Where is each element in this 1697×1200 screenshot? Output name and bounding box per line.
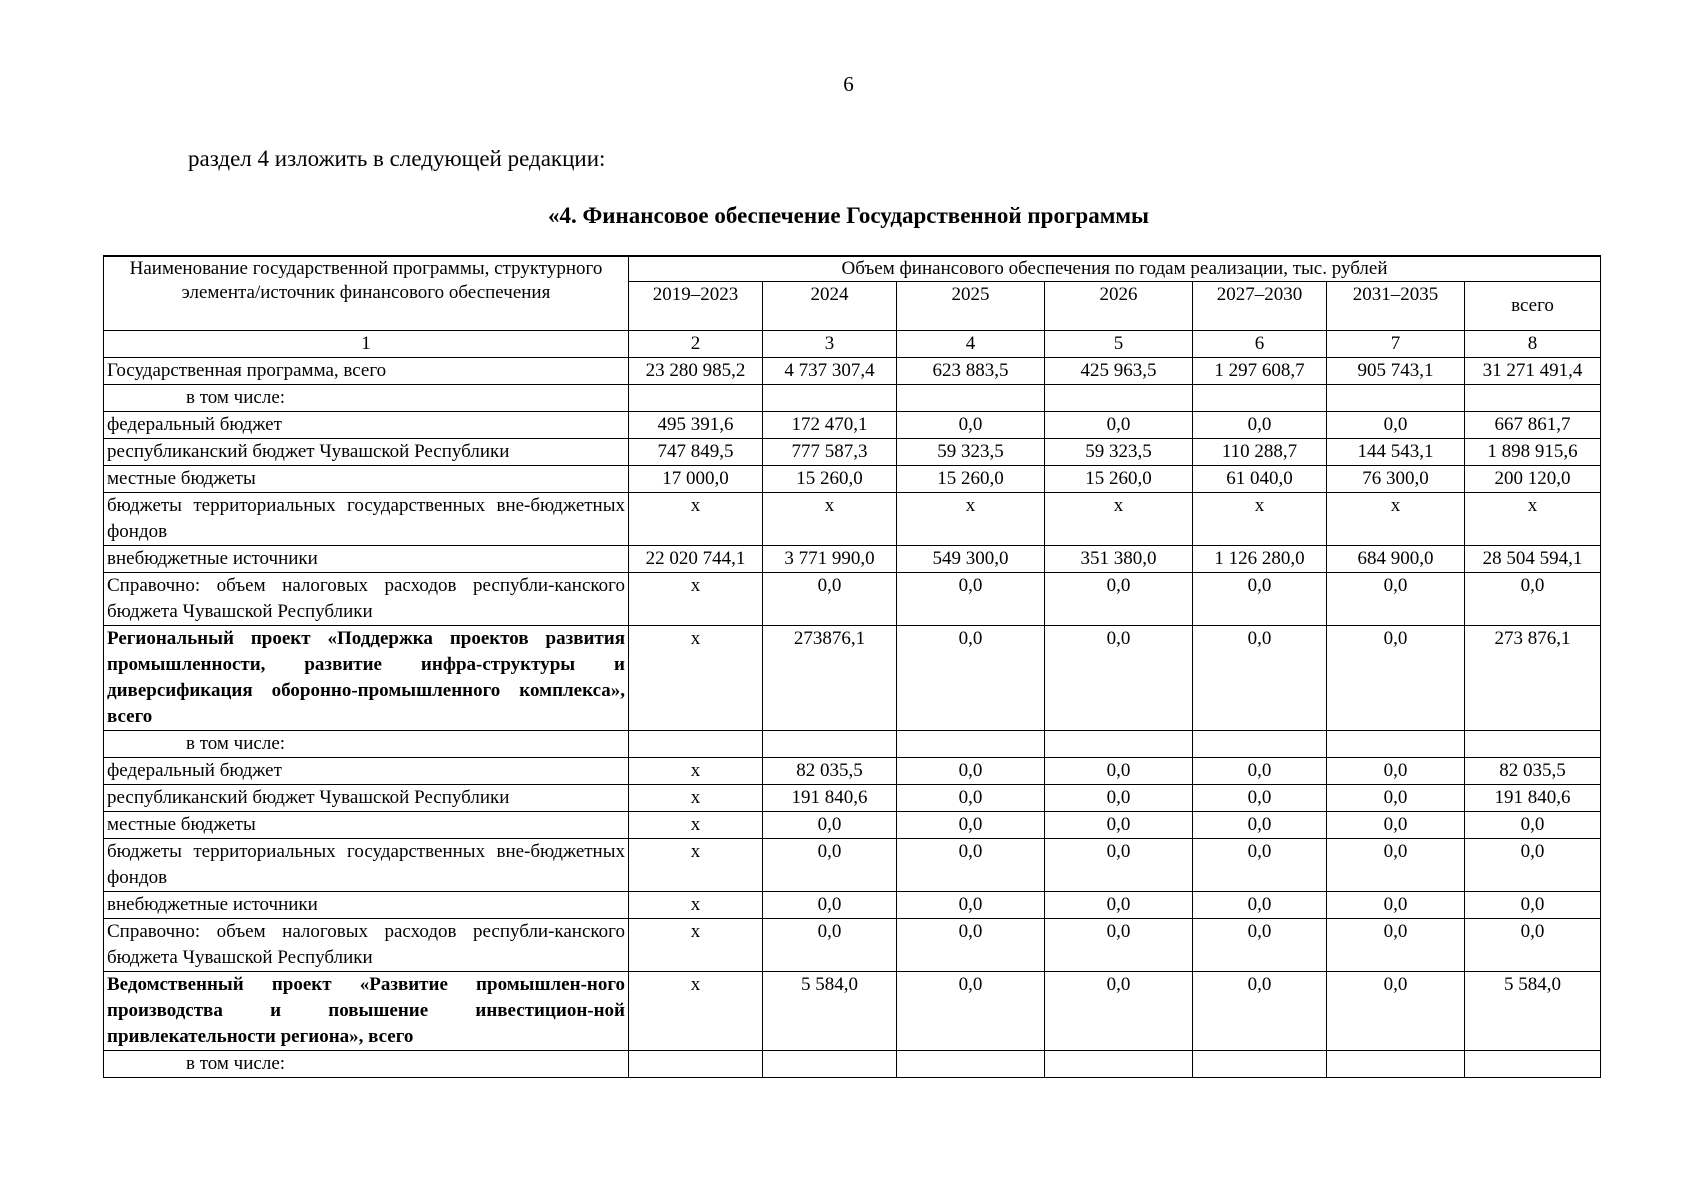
row-value-cell: 61 040,0 <box>1193 466 1327 493</box>
table-row <box>104 412 1601 439</box>
intro-text: раздел 4 изложить в следующей редакции: <box>188 146 606 171</box>
row-value-cell: 0,0 <box>1327 412 1465 439</box>
row-value-cell: 0,0 <box>763 839 897 892</box>
row-value-cell: 0,0 <box>1045 839 1193 892</box>
row-value-cell: 273876,1 <box>763 626 897 731</box>
page-number: 6 <box>843 72 854 96</box>
row-value-cell: 59 323,5 <box>1045 439 1193 466</box>
row-value-cell: 0,0 <box>1465 839 1601 892</box>
column-number: 8 <box>1465 331 1601 358</box>
row-value-cell: 23 280 985,2 <box>629 358 763 385</box>
row-value-cell: 351 380,0 <box>1045 546 1193 573</box>
row-value-cell <box>763 385 897 412</box>
row-value-cell <box>1465 1051 1601 1078</box>
row-value-cell: 0,0 <box>1327 839 1465 892</box>
row-value-cell: 200 120,0 <box>1465 466 1601 493</box>
column-number: 2 <box>629 331 763 358</box>
row-value-cell <box>897 731 1045 758</box>
row-value-cell: 0,0 <box>763 573 897 626</box>
row-value-cell: 0,0 <box>1465 812 1601 839</box>
row-value-cell: х <box>763 493 897 546</box>
row-name-cell: в том числе: <box>104 1051 629 1078</box>
row-value-cell: 82 035,5 <box>763 758 897 785</box>
row-value-cell <box>629 385 763 412</box>
column-number: 1 <box>104 331 629 358</box>
column-number-row <box>104 331 1601 358</box>
table-row <box>104 358 1601 385</box>
row-value-cell: 0,0 <box>1045 892 1193 919</box>
row-value-cell <box>897 385 1045 412</box>
row-value-cell: 110 288,7 <box>1193 439 1327 466</box>
row-value-cell: 0,0 <box>897 626 1045 731</box>
table-row <box>104 466 1601 493</box>
row-value-cell: 0,0 <box>1045 412 1193 439</box>
row-name-cell: бюджеты территориальных государственных вне-бюджетных фондов <box>104 839 629 892</box>
row-name-cell: местные бюджеты <box>104 812 629 839</box>
row-value-cell: 0,0 <box>763 812 897 839</box>
row-value-cell: 623 883,5 <box>897 358 1045 385</box>
row-value-cell <box>1045 1051 1193 1078</box>
row-value-cell: 0,0 <box>763 892 897 919</box>
table-row <box>104 626 1601 731</box>
row-name-cell: внебюджетные источники <box>104 546 629 573</box>
row-value-cell: 4 737 307,4 <box>763 358 897 385</box>
row-value-cell: 0,0 <box>1045 972 1193 1051</box>
row-value-cell <box>897 1051 1045 1078</box>
row-value-cell: 425 963,5 <box>1045 358 1193 385</box>
row-value-cell: 15 260,0 <box>763 466 897 493</box>
row-value-cell <box>1465 385 1601 412</box>
row-value-cell: 17 000,0 <box>629 466 763 493</box>
row-value-cell: 0,0 <box>897 892 1045 919</box>
row-name-cell: федеральный бюджет <box>104 412 629 439</box>
row-value-cell: 0,0 <box>1327 919 1465 972</box>
row-value-cell: 191 840,6 <box>1465 785 1601 812</box>
row-value-cell: 0,0 <box>1193 758 1327 785</box>
table-row <box>104 972 1601 1051</box>
row-value-cell: 0,0 <box>1465 892 1601 919</box>
row-value-cell: 5 584,0 <box>1465 972 1601 1051</box>
row-name-cell: республиканский бюджет Чувашской Республики <box>104 785 629 812</box>
financing-table <box>103 255 1601 1078</box>
row-value-cell: 0,0 <box>1465 919 1601 972</box>
row-value-cell: 0,0 <box>1327 892 1465 919</box>
row-value-cell: 0,0 <box>1045 758 1193 785</box>
column-number: 6 <box>1193 331 1327 358</box>
row-value-cell: 667 861,7 <box>1465 412 1601 439</box>
column-number: 4 <box>897 331 1045 358</box>
row-value-cell: 0,0 <box>1193 412 1327 439</box>
row-value-cell: 28 504 594,1 <box>1465 546 1601 573</box>
row-name-cell: Справочно: объем налоговых расходов республи-канского бюджета Чувашской Республики <box>104 919 629 972</box>
row-value-cell <box>1327 385 1465 412</box>
row-value-cell <box>629 1051 763 1078</box>
year-header: всего <box>1465 282 1601 331</box>
row-value-cell: 0,0 <box>1193 919 1327 972</box>
table-row <box>104 385 1601 412</box>
row-value-cell: 0,0 <box>1045 919 1193 972</box>
row-value-cell: 0,0 <box>1193 892 1327 919</box>
row-value-cell: 59 323,5 <box>897 439 1045 466</box>
row-value-cell <box>1045 731 1193 758</box>
row-value-cell: 5 584,0 <box>763 972 897 1051</box>
row-value-cell: х <box>629 812 763 839</box>
row-value-cell: 1 126 280,0 <box>1193 546 1327 573</box>
row-value-cell: 15 260,0 <box>897 466 1045 493</box>
row-value-cell: 76 300,0 <box>1327 466 1465 493</box>
row-value-cell <box>1193 731 1327 758</box>
row-value-cell: 3 771 990,0 <box>763 546 897 573</box>
row-value-cell: х <box>629 839 763 892</box>
row-name-cell: внебюджетные источники <box>104 892 629 919</box>
row-value-cell <box>1465 731 1601 758</box>
year-header: 2025 <box>897 282 1045 331</box>
row-value-cell: 0,0 <box>897 839 1045 892</box>
row-value-cell: 747 849,5 <box>629 439 763 466</box>
year-header: 2027–2030 <box>1193 282 1327 331</box>
row-value-cell: х <box>629 493 763 546</box>
row-value-cell: х <box>1465 493 1601 546</box>
table-row <box>104 439 1601 466</box>
header-volume-cell: Объем финансового обеспечения по годам реализации, тыс. рублей <box>629 256 1601 282</box>
row-value-cell: х <box>629 892 763 919</box>
row-name-cell: Ведомственный проект «Развитие промышлен-ного производства и повышение инвестицион-ной привлекательности региона», всего <box>104 972 629 1051</box>
row-value-cell: 191 840,6 <box>763 785 897 812</box>
year-header: 2031–2035 <box>1327 282 1465 331</box>
row-value-cell: х <box>629 972 763 1051</box>
row-value-cell: 0,0 <box>1193 785 1327 812</box>
row-value-cell: х <box>897 493 1045 546</box>
row-value-cell: 1 898 915,6 <box>1465 439 1601 466</box>
row-value-cell: 0,0 <box>897 785 1045 812</box>
row-value-cell: 0,0 <box>1327 626 1465 731</box>
row-value-cell: х <box>629 573 763 626</box>
column-number: 3 <box>763 331 897 358</box>
row-value-cell: 0,0 <box>897 758 1045 785</box>
row-value-cell: 0,0 <box>1193 626 1327 731</box>
row-value-cell <box>1045 385 1193 412</box>
year-header: 2024 <box>763 282 897 331</box>
row-value-cell: 777 587,3 <box>763 439 897 466</box>
row-value-cell: 144 543,1 <box>1327 439 1465 466</box>
row-value-cell: 0,0 <box>1045 785 1193 812</box>
row-value-cell: 0,0 <box>1193 839 1327 892</box>
row-value-cell: 0,0 <box>1193 972 1327 1051</box>
row-value-cell: 31 271 491,4 <box>1465 358 1601 385</box>
header-row-1 <box>104 256 1601 282</box>
row-value-cell: 0,0 <box>1193 812 1327 839</box>
row-value-cell: х <box>629 785 763 812</box>
row-value-cell: 0,0 <box>1327 758 1465 785</box>
row-value-cell: х <box>629 919 763 972</box>
row-value-cell: 0,0 <box>763 919 897 972</box>
row-value-cell: 0,0 <box>1045 626 1193 731</box>
year-header: 2019–2023 <box>629 282 763 331</box>
table-row <box>104 785 1601 812</box>
row-value-cell: 172 470,1 <box>763 412 897 439</box>
row-value-cell: 273 876,1 <box>1465 626 1601 731</box>
row-value-cell <box>763 731 897 758</box>
row-name-cell: в том числе: <box>104 731 629 758</box>
table-row <box>104 493 1601 546</box>
row-name-cell: местные бюджеты <box>104 466 629 493</box>
row-value-cell: х <box>629 758 763 785</box>
table-row <box>104 731 1601 758</box>
row-value-cell: 0,0 <box>897 972 1045 1051</box>
row-name-cell: республиканский бюджет Чувашской Республики <box>104 439 629 466</box>
row-value-cell: х <box>1193 493 1327 546</box>
year-header: 2026 <box>1045 282 1193 331</box>
row-name-cell: бюджеты территориальных государственных вне-бюджетных фондов <box>104 493 629 546</box>
header-name-cell: Наименование государственной программы, структурного элемента/источник финансового обеспечения <box>104 256 629 331</box>
row-value-cell: 22 020 744,1 <box>629 546 763 573</box>
row-value-cell: х <box>629 626 763 731</box>
row-value-cell: 0,0 <box>897 812 1045 839</box>
row-value-cell: 0,0 <box>1045 812 1193 839</box>
table-row <box>104 892 1601 919</box>
row-value-cell <box>1193 385 1327 412</box>
row-name-cell: Государственная программа, всего <box>104 358 629 385</box>
table-row <box>104 812 1601 839</box>
row-value-cell: 0,0 <box>897 412 1045 439</box>
row-name-cell: в том числе: <box>104 385 629 412</box>
column-number: 7 <box>1327 331 1465 358</box>
row-value-cell: 0,0 <box>1327 785 1465 812</box>
row-value-cell: 0,0 <box>897 573 1045 626</box>
row-value-cell: х <box>1327 493 1465 546</box>
row-value-cell: 82 035,5 <box>1465 758 1601 785</box>
row-value-cell: 15 260,0 <box>1045 466 1193 493</box>
table-row <box>104 758 1601 785</box>
row-value-cell: 905 743,1 <box>1327 358 1465 385</box>
column-number: 5 <box>1045 331 1193 358</box>
row-name-cell: Справочно: объем налоговых расходов республи-канского бюджета Чувашской Республики <box>104 573 629 626</box>
row-value-cell: 0,0 <box>1327 812 1465 839</box>
row-value-cell: х <box>1045 493 1193 546</box>
row-value-cell <box>1193 1051 1327 1078</box>
row-value-cell: 549 300,0 <box>897 546 1045 573</box>
row-value-cell: 1 297 608,7 <box>1193 358 1327 385</box>
row-value-cell <box>1327 731 1465 758</box>
table-row <box>104 1051 1601 1078</box>
table-row <box>104 546 1601 573</box>
row-value-cell: 0,0 <box>1327 972 1465 1051</box>
row-name-cell: федеральный бюджет <box>104 758 629 785</box>
row-value-cell <box>763 1051 897 1078</box>
row-value-cell: 495 391,6 <box>629 412 763 439</box>
table-row <box>104 839 1601 892</box>
table-row <box>104 919 1601 972</box>
row-value-cell: 0,0 <box>1045 573 1193 626</box>
row-value-cell <box>629 731 763 758</box>
row-value-cell: 0,0 <box>1327 573 1465 626</box>
table-row <box>104 573 1601 626</box>
row-value-cell: 684 900,0 <box>1327 546 1465 573</box>
row-value-cell: 0,0 <box>1465 573 1601 626</box>
row-value-cell <box>1327 1051 1465 1078</box>
row-name-cell: Региональный проект «Поддержка проектов развития промышленности, развитие инфра-структуры и диверсификация оборонно-промышленного комплекса», всего <box>104 626 629 731</box>
row-value-cell: 0,0 <box>1193 573 1327 626</box>
row-value-cell: 0,0 <box>897 919 1045 972</box>
section-title: «4. Финансовое обеспечение Государственной программы <box>548 203 1149 228</box>
